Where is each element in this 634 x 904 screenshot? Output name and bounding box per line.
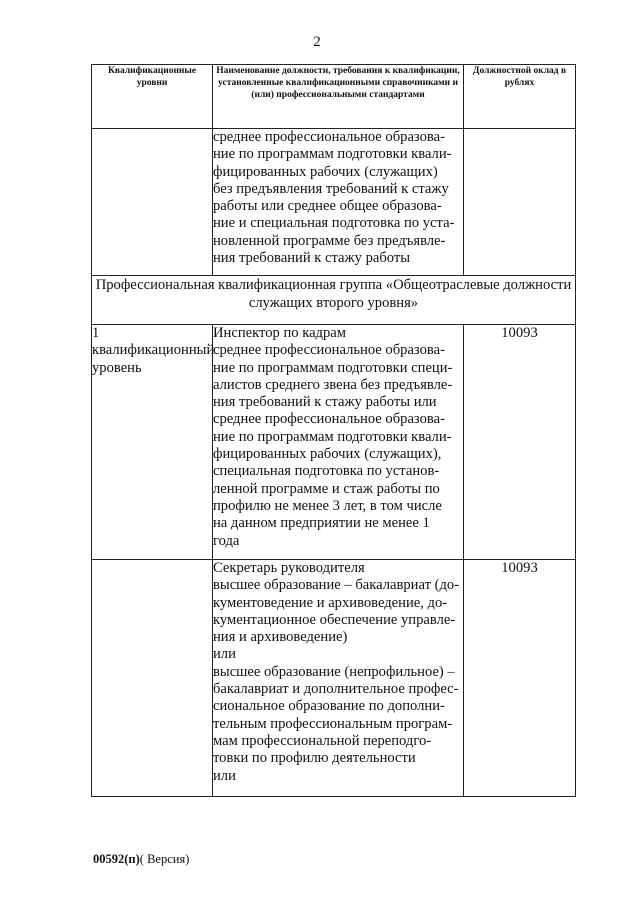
document-version: ( Версия) bbox=[139, 852, 190, 866]
salary-cell: 10093 bbox=[464, 325, 576, 560]
requirement-line: фицированных рабочих (служащих) bbox=[213, 163, 438, 180]
requirement-line: Секретарь руководителя bbox=[213, 560, 365, 576]
requirement-line: ние по программам подготовки квали- bbox=[213, 146, 452, 163]
salary-cell: 10093 bbox=[464, 560, 576, 797]
requirement-line: ния и архивоведение) bbox=[213, 629, 348, 646]
qualification-level-cell bbox=[92, 129, 213, 276]
table-header-row bbox=[92, 65, 576, 129]
requirement-line: кументационное обеспечение управле- bbox=[213, 611, 456, 628]
requirement-line: кументоведение и архивоведение, до- bbox=[213, 594, 448, 611]
requirement-line: мам профессиональной переподго- bbox=[213, 732, 432, 749]
requirement-line: среднее профессиональное образова- bbox=[213, 129, 445, 145]
group-title-row bbox=[92, 276, 576, 325]
requirement-line: сиональное образование по дополни- bbox=[213, 698, 445, 715]
header-qualification-levels: Квалификационные уровни bbox=[92, 65, 213, 129]
requirement-line: товки по профилю деятельности bbox=[213, 750, 416, 767]
qualification-table bbox=[91, 64, 576, 797]
table-row bbox=[92, 129, 576, 276]
requirements-lines bbox=[213, 129, 463, 267]
requirement-line: алистов среднего звена без предъявле- bbox=[213, 376, 453, 393]
requirements-cell bbox=[213, 560, 464, 797]
requirement-line: специальная подготовка по установ- bbox=[213, 463, 440, 480]
requirement-line: ние и специальная подготовка по уста- bbox=[213, 215, 455, 232]
requirement-line: тельным профессиональным програм- bbox=[213, 715, 453, 732]
document-code: 00592(п) bbox=[93, 852, 140, 866]
requirement-line: Инспектор по кадрам bbox=[213, 325, 346, 341]
requirement-line: ние по программам подготовки квали- bbox=[213, 428, 452, 445]
requirement-line: ленной программе и стаж работы по bbox=[213, 480, 440, 497]
requirements-lines bbox=[213, 325, 463, 550]
table-row bbox=[92, 560, 576, 797]
requirement-line: ния требований к стажу работы или bbox=[213, 394, 437, 411]
requirements-cell bbox=[213, 325, 464, 560]
requirement-line: на данном предприятии не менее 1 bbox=[213, 515, 430, 532]
requirement-line: среднее профессиональное образова- bbox=[213, 411, 445, 428]
page-number: 2 bbox=[313, 34, 321, 50]
requirements-cell bbox=[213, 129, 464, 276]
requirement-line: работы или среднее общее образова- bbox=[213, 198, 442, 215]
requirement-line: или bbox=[213, 646, 236, 663]
requirement-line: новленной программе без предъявле- bbox=[213, 232, 446, 249]
requirement-line: высшее образование (непрофильное) – bbox=[213, 663, 455, 680]
qualification-level-cell: 1 квалификационный уровень bbox=[92, 325, 213, 560]
requirement-line: высшее образование – бакалавриат (до- bbox=[213, 577, 460, 594]
requirement-line: года bbox=[213, 532, 240, 549]
requirement-line: или bbox=[213, 767, 236, 784]
qualification-level-cell bbox=[92, 560, 213, 797]
salary-cell bbox=[464, 129, 576, 276]
requirement-line: фицированных рабочих (служащих), bbox=[213, 446, 442, 463]
requirement-line: бакалавриат и дополнительное профес- bbox=[213, 681, 459, 698]
requirement-line: среднее профессиональное образова- bbox=[213, 342, 445, 359]
qualification-group-title: Профессиональная квалификационная группа «Общеотраслевые должности служащих второго уровня» bbox=[92, 276, 576, 325]
table-row bbox=[92, 325, 576, 560]
header-salary: Должностной оклад в рублях bbox=[464, 65, 576, 129]
footer bbox=[93, 852, 189, 867]
header-position-requirements: Наименование должности, требования к квалификации, установленные квалификационными справочниками и (или) профессиональными стандартами bbox=[213, 65, 464, 129]
requirement-line: ние по программам подготовки специ- bbox=[213, 359, 453, 376]
requirement-line: без предъявления требований к стажу bbox=[213, 180, 449, 197]
requirement-line: профилю не менее 3 лет, в том числе bbox=[213, 497, 442, 514]
requirements-lines bbox=[213, 560, 463, 785]
requirement-line: ния требований к стажу работы bbox=[213, 250, 411, 267]
